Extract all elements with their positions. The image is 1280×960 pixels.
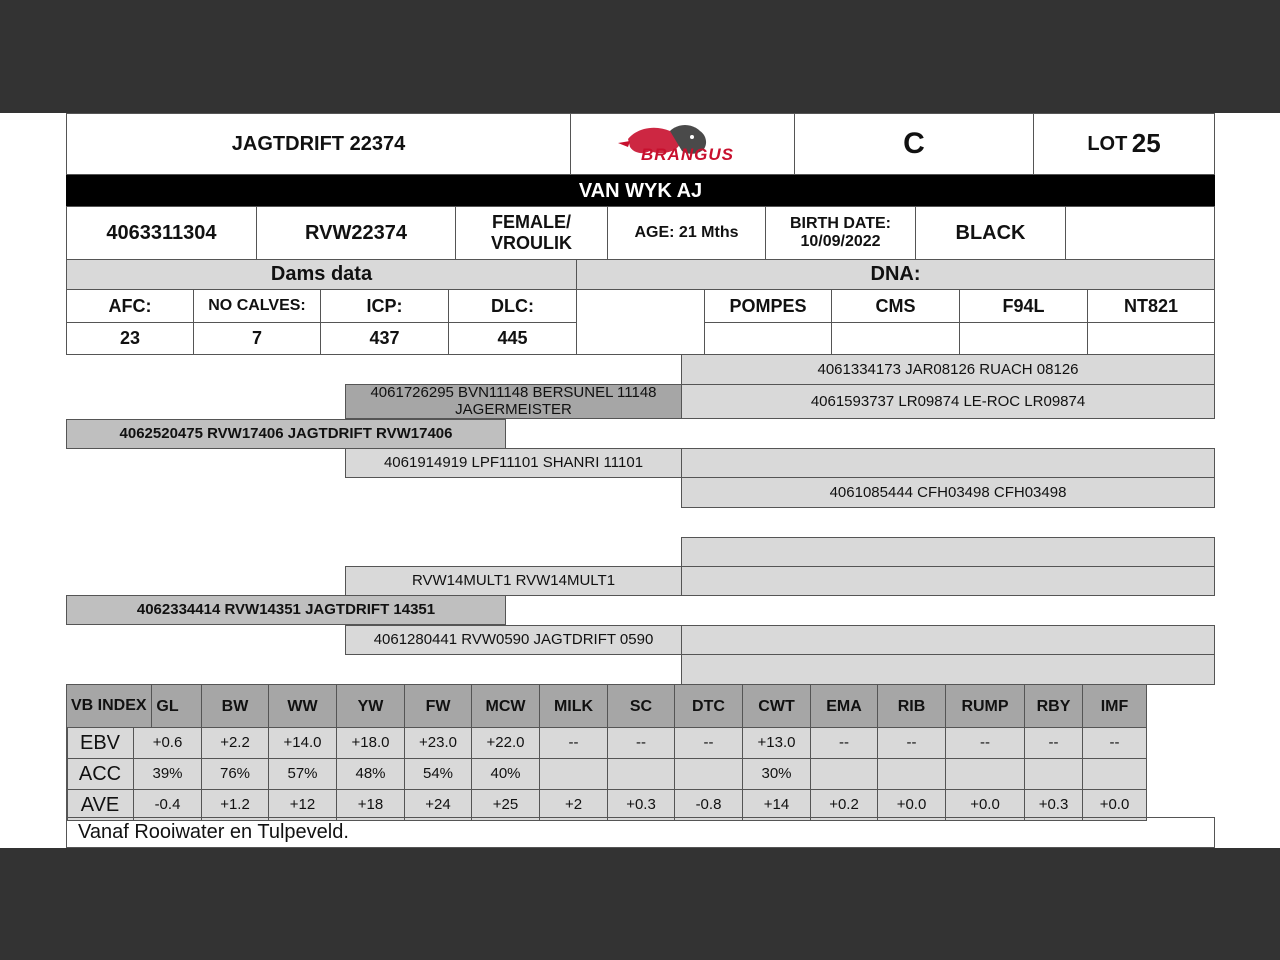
ebv-cell: +22.0	[471, 727, 540, 759]
ebv-row-label: ACC	[66, 758, 134, 790]
ebv-cell: 76%	[201, 758, 269, 790]
dams-title: Dams data	[66, 259, 577, 290]
dna-header-nt821: NT821	[1087, 289, 1215, 323]
lot-card	[0, 113, 1280, 848]
ebv-cell: +0.6	[133, 727, 202, 759]
ebv-cell: +18.0	[336, 727, 405, 759]
pedigree-sire-dam: 4061914919 LPF11101 SHANRI 11101	[345, 448, 682, 478]
pedigree-dam-dam-dam	[681, 654, 1215, 685]
ebv-cell: +14.0	[268, 727, 337, 759]
ebv-cell	[674, 758, 743, 790]
dams-value-icp: 437	[320, 322, 449, 355]
dams-header-dlc: DLC:	[448, 289, 577, 323]
sex-line1: FEMALE/	[492, 212, 571, 233]
ebv-cell: +0.3	[607, 789, 675, 821]
ebv-cell: --	[1024, 727, 1083, 759]
ebv-cell: --	[674, 727, 743, 759]
dna-header-f94l: F94L	[959, 289, 1088, 323]
ebv-col-header: RIB	[877, 684, 946, 728]
pedigree-dam-dam: 4061280441 RVW0590 JAGTDRIFT 0590	[345, 625, 682, 655]
ebv-cell: -0.4	[133, 789, 202, 821]
ebv-col-header: BW	[201, 684, 269, 728]
pedigree-sire-dam-dam: 4061085444 CFH03498 CFH03498	[681, 477, 1215, 508]
pedigree-dam-sire-sire	[681, 537, 1215, 567]
lot-number: 25	[1131, 128, 1161, 159]
colour: BLACK	[915, 206, 1066, 260]
seller-name: VAN WYK AJ	[66, 175, 1215, 207]
ebv-col-header: DTC	[674, 684, 743, 728]
dna-value-nt821	[1087, 322, 1215, 355]
pedigree-sire-sire-dam: 4061593737 LR09874 LE-ROC LR09874	[681, 384, 1215, 419]
ebv-col-header: GL	[133, 684, 202, 728]
ebv-col-header: WW	[268, 684, 337, 728]
ebv-cell: 57%	[268, 758, 337, 790]
ident-code: RVW22374	[256, 206, 456, 260]
ebv-cell: +13.0	[742, 727, 811, 759]
ebv-cell: --	[877, 727, 946, 759]
ebv-col-header: IMF	[1082, 684, 1147, 728]
ebv-vb-index-value	[66, 727, 68, 821]
lot-box	[1033, 113, 1215, 175]
dams-value-calves: 7	[193, 322, 321, 355]
ebv-col-header: SC	[607, 684, 675, 728]
dams-header-icp: ICP:	[320, 289, 449, 323]
birth-date	[765, 206, 916, 260]
ebv-cell	[607, 758, 675, 790]
ebv-cell: +2.2	[201, 727, 269, 759]
pedigree-dam-dam-sire	[681, 625, 1215, 655]
lot-label: LOT	[1087, 132, 1128, 155]
grade: C	[794, 113, 1034, 175]
dna-value-pompes	[704, 322, 832, 355]
ebv-row-label: AVE	[66, 789, 134, 821]
ebv-row-label: EBV	[66, 727, 134, 759]
info-extra	[1065, 206, 1215, 260]
ebv-cell: +23.0	[404, 727, 472, 759]
ebv-vb-index-header: VB INDEX	[66, 684, 152, 728]
sex-line2: VROULIK	[491, 233, 572, 253]
ebv-cell: +25	[471, 789, 540, 821]
ebv-cell	[877, 758, 946, 790]
ebv-cell	[539, 758, 608, 790]
ebv-cell: 54%	[404, 758, 472, 790]
ebv-cell: 48%	[336, 758, 405, 790]
pedigree-sire: 4062520475 RVW17406 JAGTDRIFT RVW17406	[66, 419, 506, 449]
birth-label: BIRTH DATE:	[789, 214, 892, 232]
ebv-cell: --	[539, 727, 608, 759]
age: AGE: 21 Mths	[607, 206, 766, 260]
ebv-cell: +12	[268, 789, 337, 821]
pedigree-sire-sire: 4061726295 BVN11148 BERSUNEL 11148 JAGERMEISTER	[345, 384, 682, 419]
ebv-cell: +0.2	[810, 789, 878, 821]
ebv-cell: +2	[539, 789, 608, 821]
ebv-cell: +14	[742, 789, 811, 821]
ebv-cell: -0.8	[674, 789, 743, 821]
ebv-cell: +0.0	[1082, 789, 1147, 821]
dna-value-cms	[831, 322, 960, 355]
ebv-cell: 30%	[742, 758, 811, 790]
ebv-cell: +0.0	[877, 789, 946, 821]
logo-text: BRANGUS	[641, 145, 734, 164]
ebv-col-header: CWT	[742, 684, 811, 728]
ebv-col-header: RBY	[1024, 684, 1083, 728]
ebv-col-header: MCW	[471, 684, 540, 728]
ebv-col-header: RUMP	[945, 684, 1025, 728]
birth-date-value: 10/09/2022	[800, 233, 881, 250]
ebv-cell	[810, 758, 878, 790]
ebv-cell	[1082, 758, 1147, 790]
pedigree-dam-sire-dam	[681, 566, 1215, 596]
ebv-cell: --	[810, 727, 878, 759]
pedigree-dam: 4062334414 RVW14351 JAGTDRIFT 14351	[66, 595, 506, 625]
dna-blank	[576, 289, 705, 355]
reg-number: 4063311304	[66, 206, 257, 260]
ebv-cell: 40%	[471, 758, 540, 790]
dna-value-f94l	[959, 322, 1088, 355]
dams-header-afc: AFC:	[66, 289, 194, 323]
ebv-cell: --	[945, 727, 1025, 759]
ebv-cell: --	[607, 727, 675, 759]
pedigree-sire-sire-sire: 4061334173 JAR08126 RUACH 08126	[681, 354, 1215, 385]
animal-name: JAGTDRIFT 22374	[66, 113, 571, 175]
dna-title: DNA:	[576, 259, 1215, 290]
dna-header-pompes: POMPES	[704, 289, 832, 323]
ebv-cell: +0.3	[1024, 789, 1083, 821]
dna-header-cms: CMS	[831, 289, 960, 323]
ebv-col-header: EMA	[810, 684, 878, 728]
ebv-cell: +1.2	[201, 789, 269, 821]
ebv-cell	[1024, 758, 1083, 790]
ebv-cell: --	[1082, 727, 1147, 759]
ebv-col-header: YW	[336, 684, 405, 728]
ebv-cell: +24	[404, 789, 472, 821]
brangus-logo	[570, 113, 795, 175]
dams-value-afc: 23	[66, 322, 194, 355]
ebv-cell: 39%	[133, 758, 202, 790]
ebv-cell: +0.0	[945, 789, 1025, 821]
ebv-col-header: FW	[404, 684, 472, 728]
comment: Vanaf Rooiwater en Tulpeveld.	[66, 817, 1215, 848]
pedigree-dam-sire: RVW14MULT1 RVW14MULT1	[345, 566, 682, 596]
ebv-table	[66, 684, 1215, 818]
ebv-cell	[945, 758, 1025, 790]
pedigree-sire-dam-sire	[681, 448, 1215, 478]
ebv-col-header: MILK	[539, 684, 608, 728]
dams-value-dlc: 445	[448, 322, 577, 355]
sex	[455, 206, 608, 260]
dams-header-calves: NO CALVES:	[193, 289, 321, 323]
ebv-cell: +18	[336, 789, 405, 821]
